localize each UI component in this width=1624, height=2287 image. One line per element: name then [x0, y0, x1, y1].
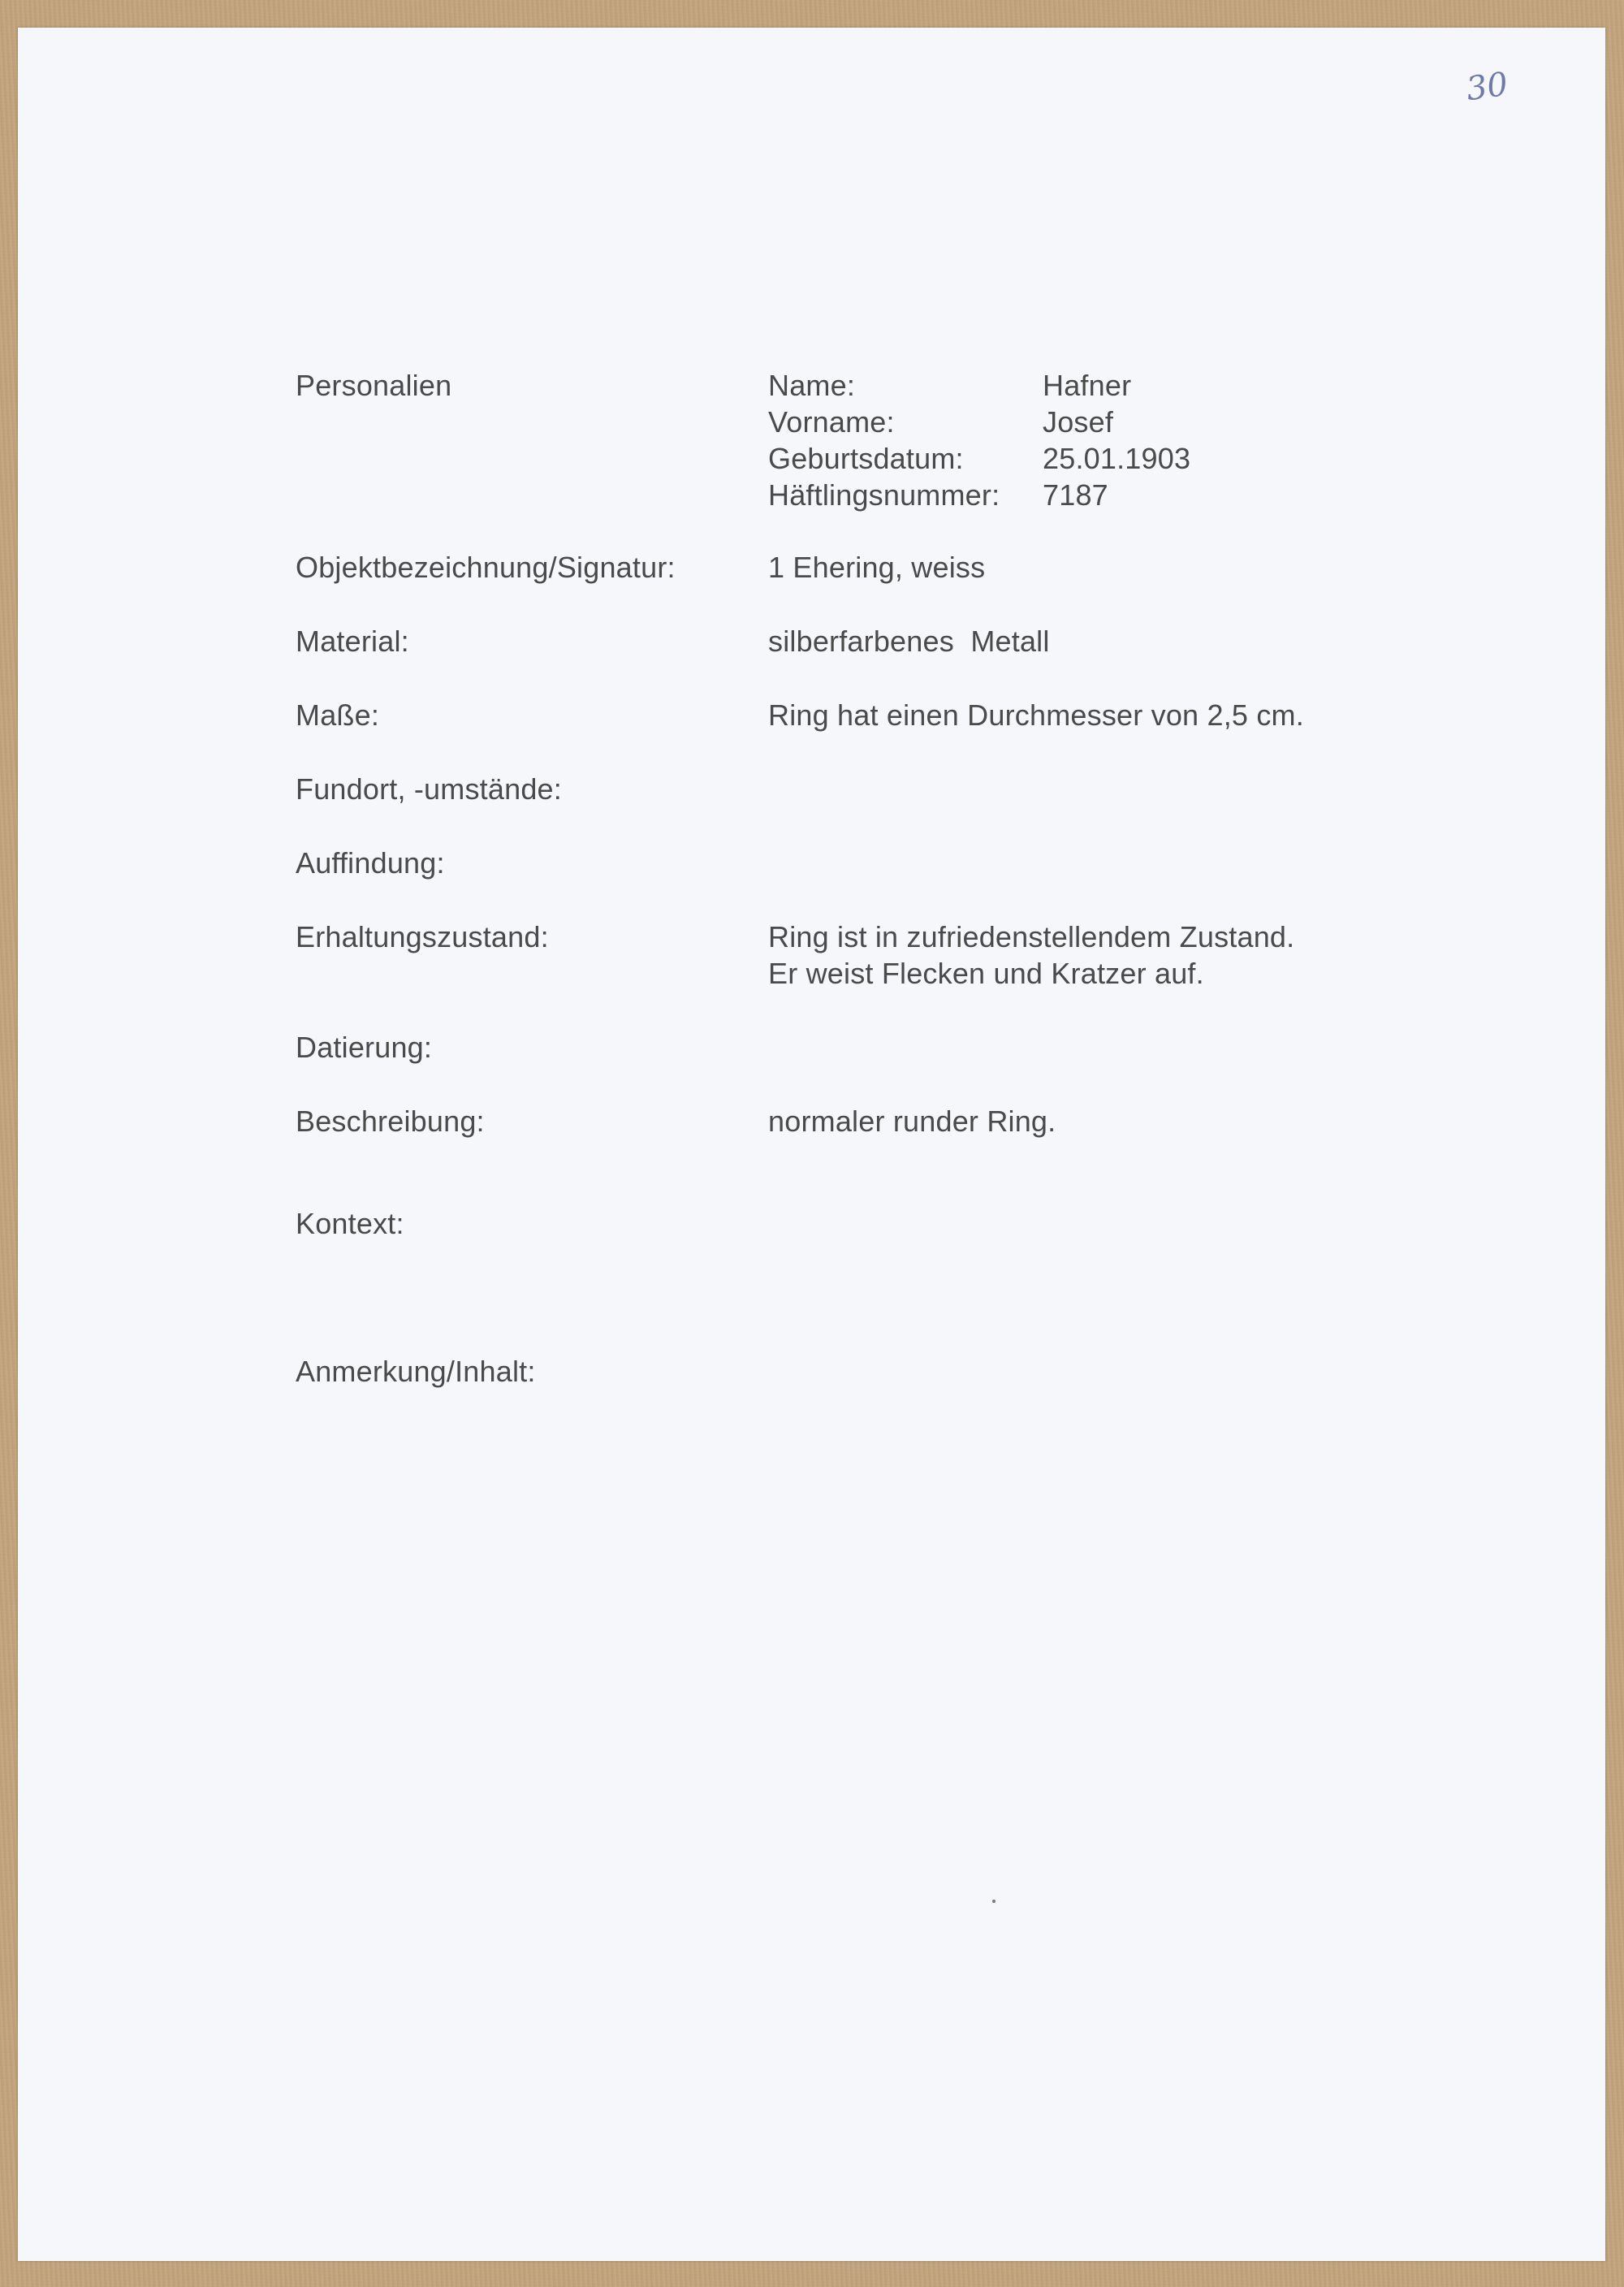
datierung-label: Datierung: [296, 1031, 433, 1064]
name-value: Hafner [1043, 369, 1132, 402]
vorname-value: Josef [1043, 405, 1114, 439]
erhaltungszustand-value-line-2: Er weist Flecken und Kratzer auf. [768, 957, 1204, 990]
haeftlingsnummer-value: 7187 [1043, 478, 1108, 512]
fundort-label: Fundort, -umstände: [296, 772, 562, 806]
erhaltungszustand-label: Erhaltungszustand: [296, 920, 549, 953]
masse-value: Ring hat einen Durchmesser von 2,5 cm. [768, 698, 1304, 732]
kontext-label: Kontext: [296, 1207, 404, 1240]
name-label: Name: [768, 369, 856, 402]
vorname-label: Vorname: [768, 405, 895, 439]
document-sheet [18, 28, 1605, 2261]
paper-speck [992, 1900, 996, 1903]
geburtsdatum-label: Geburtsdatum: [768, 442, 964, 475]
objekt-label: Objektbezeichnung/Signatur: [296, 551, 676, 584]
material-value: silberfarbenes Metall [768, 625, 1050, 658]
handwritten-page-number: 30 [1464, 65, 1510, 109]
beschreibung-label: Beschreibung: [296, 1105, 485, 1138]
beschreibung-value: normaler runder Ring. [768, 1105, 1056, 1138]
personalien-label: Personalien [296, 369, 452, 402]
masse-label: Maße: [296, 698, 380, 732]
material-label: Material: [296, 625, 409, 658]
geburtsdatum-value: 25.01.1903 [1043, 442, 1191, 475]
erhaltungszustand-value-line-1: Ring ist in zufriedenstellendem Zustand. [768, 920, 1295, 953]
objekt-value: 1 Ehering, weiss [768, 551, 986, 584]
haeftlingsnummer-label: Häftlingsnummer: [768, 478, 1000, 512]
auffindung-label: Auffindung: [296, 846, 445, 880]
anmerkung-label: Anmerkung/Inhalt: [296, 1355, 536, 1388]
